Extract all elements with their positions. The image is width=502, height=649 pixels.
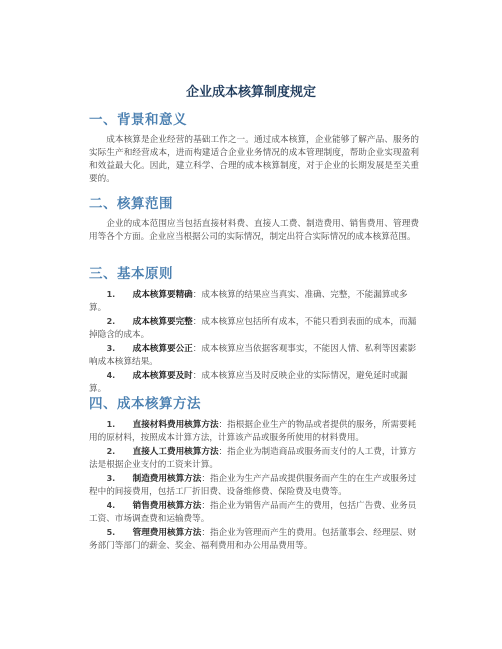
section-principles bbox=[89, 262, 419, 396]
section-heading: 二、核算范围 bbox=[89, 196, 173, 212]
list-item bbox=[89, 418, 419, 445]
item-term: 直接人工费用核算方法 bbox=[132, 447, 219, 457]
item-term: 制造费用核算方法 bbox=[132, 474, 202, 484]
item-term: 成本核算要公正 bbox=[132, 344, 193, 354]
item-text: ：成本核算应当及时反映企业的实际情况，避免延时或漏算。 bbox=[89, 371, 408, 394]
item-number: 1. bbox=[106, 420, 116, 429]
list-item bbox=[89, 315, 419, 342]
section-scope bbox=[89, 192, 419, 244]
section-methods bbox=[89, 392, 419, 553]
item-term: 直接材料费用核算方法 bbox=[132, 420, 219, 430]
item-term: 成本核算要完整 bbox=[132, 317, 193, 327]
item-term: 管理费用核算方法 bbox=[132, 528, 202, 538]
item-term: 成本核算要及时 bbox=[132, 371, 193, 381]
item-number: 3. bbox=[106, 474, 116, 483]
item-term: 销售费用核算方法 bbox=[132, 501, 202, 511]
item-number: 4. bbox=[106, 501, 116, 510]
list-item bbox=[89, 499, 419, 526]
list-item bbox=[89, 472, 419, 499]
item-text: ：成本核算应包括所有成本，不能只看到表面的成本，而漏掉隐含的成本。 bbox=[89, 317, 417, 340]
item-number: 1. bbox=[106, 290, 116, 299]
section-heading: 三、基本原则 bbox=[89, 266, 173, 282]
list-item bbox=[89, 445, 419, 472]
item-text: ：指企业为管理而产生的费用。包括董事会、经理层、财务部门等部门的薪金、奖金、福利费用和办公用品费用等。 bbox=[89, 528, 417, 551]
section-heading: 一、背景和意义 bbox=[89, 112, 187, 128]
section-background bbox=[89, 108, 419, 186]
list-item bbox=[89, 526, 419, 553]
item-text: ：指企业为生产产品或提供服务而产生的在生产或服务过程中的间接费用，包括工厂折旧费、设备维修费、保险费及电费等。 bbox=[89, 474, 417, 497]
section-heading: 四、成本核算方法 bbox=[89, 396, 201, 412]
item-number: 2. bbox=[106, 317, 116, 326]
item-number: 2. bbox=[106, 447, 116, 456]
item-number: 3. bbox=[106, 344, 116, 353]
item-text: ：指根据企业生产的物品或者提供的服务，所需要耗用的原材料，按照成本计算方法，计算该产品或服务所使用的材料费用。 bbox=[89, 420, 417, 443]
item-text: ：指企业为销售产品而产生的费用，包括广告费、业务员工资、市场调查费和运输费等。 bbox=[89, 501, 417, 524]
item-number: 4. bbox=[106, 371, 116, 380]
item-text: ：成本核算应当依据客观事实，不能因人情、私利等因素影响成本核算结果。 bbox=[89, 344, 417, 367]
section-paragraph: 成本核算是企业经营的基础工作之一。通过成本核算，企业能够了解产品、服务的实际生产和经营成本，进而构建适合企业业务情况的成本管理制度，帮助企业实现盈利和效益最大化。因此，建立科学、合理的成本核算制度，对于企业的长期发展是至关重要的。 bbox=[89, 135, 419, 184]
item-text: ：成本核算的结果应当真实、准确、完整，不能漏算或多算。 bbox=[89, 290, 408, 313]
document-title: 企业成本核算制度规定 bbox=[185, 85, 316, 100]
list-item bbox=[89, 342, 419, 369]
item-term: 成本核算要精确 bbox=[132, 290, 193, 300]
item-number: 5. bbox=[106, 528, 116, 537]
list-item bbox=[89, 288, 419, 315]
item-text: ：指企业为制造商品或服务而支付的人工费，计算方法是根据企业支付的工资来计算。 bbox=[89, 447, 417, 470]
section-paragraph: 企业的成本范围应当包括直接材料费、直接人工费、制造费用、销售费用、管理费用等各个方面。企业应当根据公司的实际情况，制定出符合实际情况的成本核算范围。 bbox=[89, 219, 419, 242]
